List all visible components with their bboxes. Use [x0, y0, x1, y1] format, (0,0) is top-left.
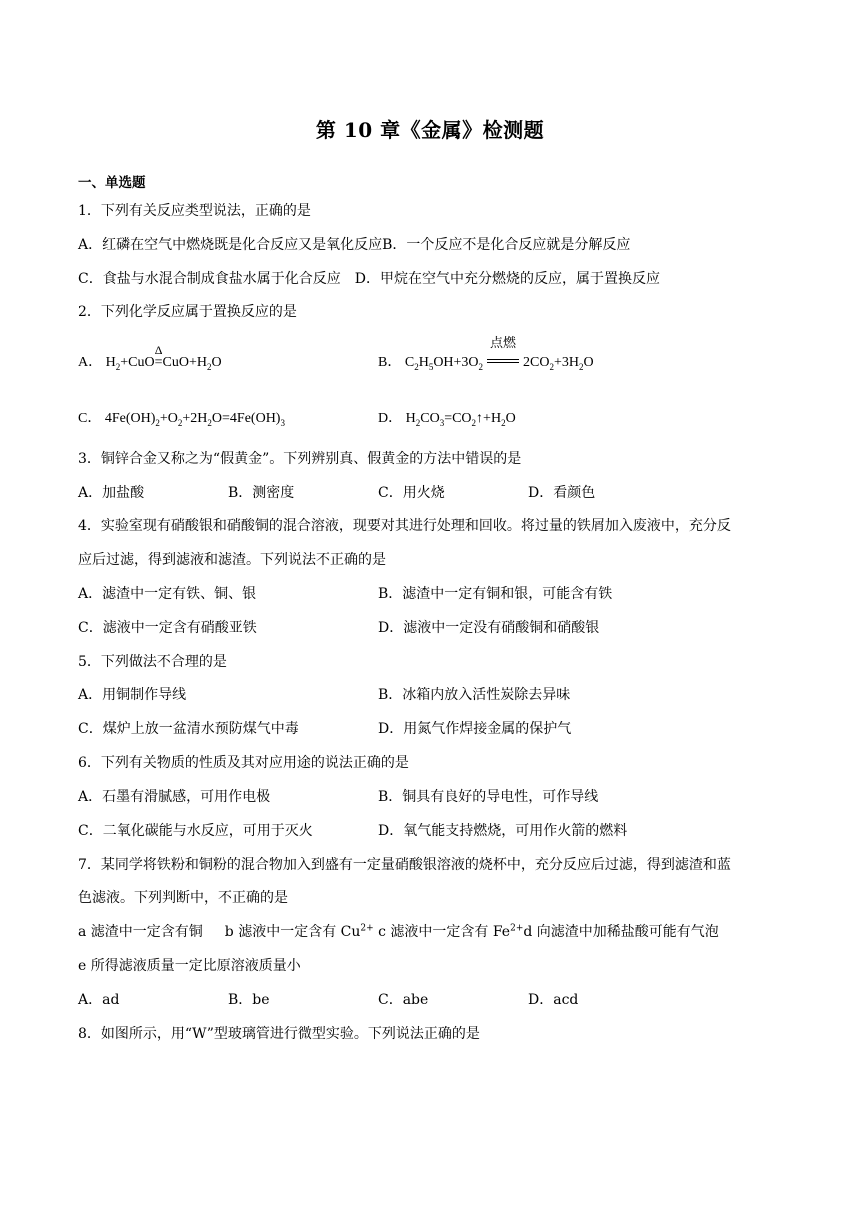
q2-option-d: D． $H_2CO_3=CO_2↑+H_2O$	[378, 411, 516, 428]
q6-option-a: A．石墨有滑腻感，可用作电极	[78, 789, 271, 805]
q6-option-d: D．氧气能支持燃烧，可用作火箭的燃料	[378, 823, 628, 839]
q2-option-c: C． $4Fe(OH)_2+O_2+2H_2O=4Fe(OH)_3$	[78, 411, 285, 428]
q3-option-b: B．测密度	[228, 485, 295, 501]
question-4-stem-line-1: 4．实验室现有硝酸银和硝酸铜的混合溶液，现要对其进行处理和回收。将过量的铁屑加入废液中，充分反	[78, 518, 731, 534]
question-3-options	[78, 483, 778, 503]
q1-option-a: A．红磷在空气中燃烧既是化合反应又是氧化反应	[78, 237, 383, 253]
question-6-options-row-2	[78, 821, 778, 841]
question-7-options	[78, 990, 778, 1010]
q4-option-b: B．滤渣中一定有铜和银，可能含有铁	[378, 586, 613, 602]
q4-option-a: A．滤渣中一定有铁、铜、银	[78, 586, 257, 602]
question-2-options-row-2	[78, 409, 516, 429]
heat-condition: Δ	[154, 343, 163, 357]
question-4-options-row-1	[78, 584, 778, 604]
q7-option-c: C．abe	[378, 992, 429, 1008]
q7-statement-e: e 所得滤液质量一定比原溶液质量小	[78, 958, 301, 974]
q1-option-c: C．食盐与水混合制成食盐水属于化合反应	[78, 271, 341, 287]
q6-option-b: B．铜具有良好的导电性，可作导线	[378, 789, 599, 805]
question-2-options-row-1	[78, 335, 594, 373]
section-heading: 一、单选题	[78, 175, 146, 191]
q7-option-d: D．acd	[528, 992, 579, 1008]
question-7-statements	[78, 922, 719, 942]
question-1-options-row-2	[78, 269, 660, 289]
question-1-stem: 1．下列有关反应类型说法，正确的是	[78, 203, 311, 219]
q7-option-a: A．ad	[78, 992, 120, 1008]
question-6-stem: 6．下列有关物质的性质及其对应用途的说法正确的是	[78, 755, 409, 771]
q7-statement-c: c 滤液中一定含有 $Fe^{2+}$	[373, 923, 524, 940]
q6-option-c: C．二氧化碳能与水反应，可用于灭火	[78, 823, 313, 839]
q4-option-d: D．滤液中一定没有硝酸铜和硝酸银	[378, 620, 600, 636]
question-1-options-row-1	[78, 235, 630, 255]
q4-option-c: C．滤液中一定含有硝酸亚铁	[78, 620, 257, 636]
question-5-stem: 5．下列做法不合理的是	[78, 654, 227, 670]
q2-option-a: A． $H_2+CuO$ Δ $=CuO+H_2O$	[78, 355, 222, 370]
q3-option-a: A．加盐酸	[78, 485, 145, 501]
q7-statement-a: a 滤渣中一定含有铜	[78, 924, 203, 940]
q7-option-b: B．be	[228, 992, 270, 1008]
q1-option-b: B．一个反应不是化合反应就是分解反应	[382, 237, 631, 253]
q7-statement-d: d 向滤渣中加稀盐酸可能有气泡	[523, 924, 719, 940]
q3-option-d: D．看颜色	[528, 485, 596, 501]
question-7-stem-line-1: 7．某同学将铁粉和铜粉的混合物加入到盛有一定量硝酸银溶液的烧杯中，充分反应后过滤，得到滤渣和蓝	[78, 857, 731, 873]
q5-option-b: B．冰箱内放入活性炭除去异味	[378, 687, 571, 703]
question-5-options-row-2	[78, 719, 778, 739]
q1-option-d: D．甲烷在空气中充分燃烧的反应，属于置换反应	[354, 271, 660, 287]
q5-option-c: C．煤炉上放一盆清水预防煤气中毒	[78, 721, 299, 737]
ignite-condition: 点燃	[490, 335, 517, 350]
q3-option-c: C．用火烧	[378, 485, 445, 501]
question-7-stem-line-2: 色滤液。下列判断中，不正确的是	[78, 890, 288, 906]
page-title: 第 10 章《金属》检测题	[315, 118, 545, 142]
question-5-options-row-1	[78, 685, 778, 705]
q7-statement-b: b 滤液中一定含有 $Cu^{2+}$	[224, 923, 374, 940]
question-3-stem: 3．铜锌合金又称之为“假黄金”。下列辨别真、假黄金的方法中错误的是	[78, 451, 522, 467]
q2-option-b: B． $C_2H_5OH+3O_2$ 点燃 $2CO_2+3H_2O$	[378, 335, 594, 372]
question-2-stem: 2．下列化学反应属于置换反应的是	[78, 304, 297, 320]
question-4-options-row-2	[78, 618, 778, 638]
question-8-stem: 8．如图所示，用“W”型玻璃管进行微型实验。下列说法正确的是	[78, 1026, 480, 1042]
q5-option-a: A．用铜制作导线	[78, 687, 187, 703]
question-4-stem-line-2: 应后过滤，得到滤液和滤渣。下列说法不正确的是	[78, 552, 386, 568]
question-6-options-row-1	[78, 787, 778, 807]
q5-option-d: D．用氮气作焊接金属的保护气	[378, 721, 572, 737]
